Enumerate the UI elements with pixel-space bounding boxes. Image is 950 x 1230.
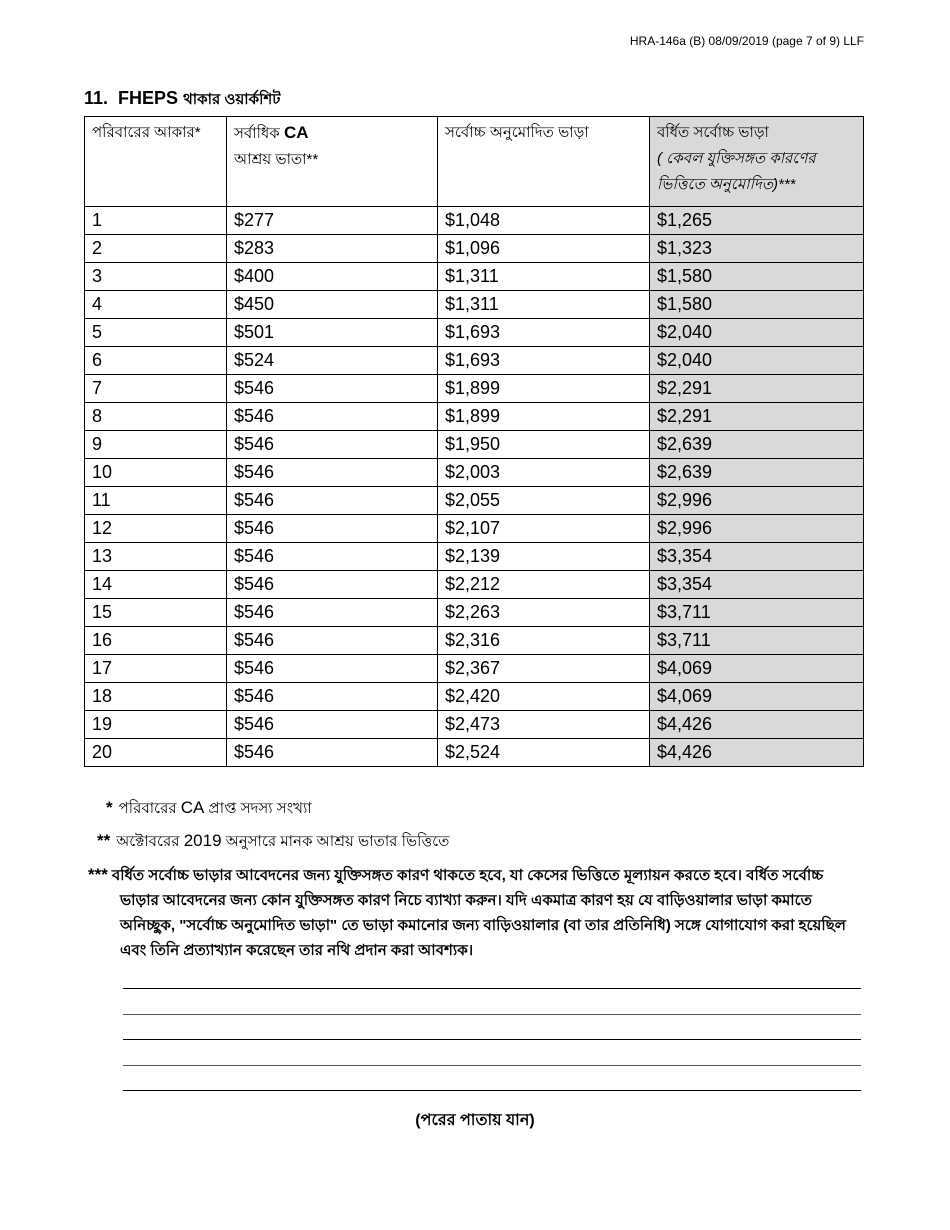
table-row	[85, 739, 864, 767]
cell-ca-allowance: $546	[227, 599, 438, 627]
cell-household-size: 9	[85, 431, 227, 459]
cell-extended-rent: $4,069	[650, 683, 864, 711]
cell-max-rent: $2,367	[438, 655, 650, 683]
cell-ca-allowance: $546	[227, 543, 438, 571]
table-row	[85, 291, 864, 319]
header-extended-line1: বর্ধিত সর্বোচ্চ ভাড়া	[657, 124, 769, 141]
note-extended-rent-explanation	[88, 862, 863, 963]
cell-ca-allowance: $400	[227, 263, 438, 291]
cell-max-rent: $1,096	[438, 235, 650, 263]
cell-ca-allowance: $546	[227, 739, 438, 767]
cell-ca-allowance: $546	[227, 431, 438, 459]
header-ca-label-bn: সর্বাধিক	[234, 125, 280, 142]
explanation-line-5[interactable]	[123, 1090, 861, 1091]
header-max-approved-rent	[438, 117, 650, 207]
note2-marker: **	[97, 831, 111, 850]
cell-max-rent: $1,311	[438, 263, 650, 291]
cell-max-rent: $1,311	[438, 291, 650, 319]
cell-household-size: 6	[85, 347, 227, 375]
note2-post: অনুসারে মানক আশ্রয় ভাতার ভিত্তিতে	[225, 833, 450, 850]
explanation-line-4[interactable]	[123, 1065, 861, 1066]
cell-max-rent: $1,693	[438, 347, 650, 375]
cell-max-rent: $1,899	[438, 375, 650, 403]
cell-ca-allowance: $283	[227, 235, 438, 263]
note3-marker: ***	[88, 865, 108, 884]
table-row	[85, 711, 864, 739]
table-row	[85, 375, 864, 403]
note1-marker: *	[106, 798, 113, 817]
cell-household-size: 15	[85, 599, 227, 627]
cell-max-rent: $1,899	[438, 403, 650, 431]
cell-household-size: 18	[85, 683, 227, 711]
cell-ca-allowance: $546	[227, 683, 438, 711]
cell-household-size: 5	[85, 319, 227, 347]
header-household-size-label: পরিবারের আকার*	[92, 124, 201, 141]
cell-extended-rent: $4,426	[650, 711, 864, 739]
table-row	[85, 683, 864, 711]
header-extended-line2: ( কেবল যুক্তিসঙ্গত কারণের	[657, 150, 816, 167]
cell-extended-rent: $3,711	[650, 627, 864, 655]
table-row	[85, 487, 864, 515]
cell-extended-rent: $3,354	[650, 571, 864, 599]
table-row	[85, 431, 864, 459]
cell-extended-rent: $2,639	[650, 459, 864, 487]
cell-ca-allowance: $501	[227, 319, 438, 347]
cell-ca-allowance: $450	[227, 291, 438, 319]
section-number: 11.	[84, 88, 109, 108]
section-title-bn: থাকার ওয়ার্কশিট	[183, 91, 281, 108]
cell-extended-rent: $2,291	[650, 403, 864, 431]
note3-text: বর্ধিত সর্বোচ্চ ভাড়ার আবেদনের জন্য যুক্তিসঙ্গত কারণ থাকতে হবে, যা কেসের ভিত্তিতে মূল্যায়ন করতে হবে। বর্ধিত সর্বোচ্চ ভাড়ার আবেদনের জন্য কোন যুক্তিসঙ্গত কারণ নিচে ব্যাখ্যা করুন। যদি একমাত্র কারণ হয় যে বাড়িওয়ালার ভাড়া কমাতে অনিচ্ছুক, "সর্বোচ্চ অনুমোদিত ভাড়া" তে ভাড়া কমানোর জন্য বাড়িওয়ালার (বা তার প্রতিনিধি) সঙ্গে যোগাযোগ করা হয়েছিল এবং তিনি প্রত্যাখ্যান করেছেন তার নথি প্রদান করা আবশ্যক।	[111, 867, 846, 959]
table-row	[85, 543, 864, 571]
table-header-row	[85, 117, 864, 207]
cell-household-size: 19	[85, 711, 227, 739]
cell-household-size: 12	[85, 515, 227, 543]
explanation-line-1[interactable]	[123, 988, 861, 989]
cell-extended-rent: $4,069	[650, 655, 864, 683]
cell-max-rent: $2,055	[438, 487, 650, 515]
cell-max-rent: $2,003	[438, 459, 650, 487]
cell-ca-allowance: $546	[227, 487, 438, 515]
cell-max-rent: $2,420	[438, 683, 650, 711]
cell-extended-rent: $1,580	[650, 263, 864, 291]
cell-extended-rent: $2,291	[650, 375, 864, 403]
explanation-line-2[interactable]	[123, 1014, 861, 1015]
table-row	[85, 263, 864, 291]
cell-extended-rent: $1,580	[650, 291, 864, 319]
table-row	[85, 515, 864, 543]
cell-max-rent: $2,473	[438, 711, 650, 739]
table-row	[85, 655, 864, 683]
cell-max-rent: $1,950	[438, 431, 650, 459]
cell-ca-allowance: $546	[227, 711, 438, 739]
cell-household-size: 8	[85, 403, 227, 431]
header-ca-label-latin: CA	[283, 123, 309, 142]
table-row	[85, 571, 864, 599]
cell-household-size: 16	[85, 627, 227, 655]
header-max-approved-rent-label: সর্বোচ্চ অনুমোদিত ভাড়া	[445, 124, 589, 141]
cell-ca-allowance: $524	[227, 347, 438, 375]
cell-max-rent: $2,139	[438, 543, 650, 571]
cell-extended-rent: $4,426	[650, 739, 864, 767]
cell-extended-rent: $1,323	[650, 235, 864, 263]
cell-household-size: 13	[85, 543, 227, 571]
cell-ca-allowance: $546	[227, 459, 438, 487]
note2-pre: অক্টোবরের	[116, 833, 180, 850]
note-standard-shelter	[97, 830, 449, 855]
cell-max-rent: $2,212	[438, 571, 650, 599]
section-title-latin: FHEPS	[118, 88, 179, 108]
table-row	[85, 403, 864, 431]
cell-ca-allowance: $546	[227, 515, 438, 543]
cell-extended-rent: $2,996	[650, 487, 864, 515]
cell-extended-rent: $3,711	[650, 599, 864, 627]
explanation-line-3[interactable]	[123, 1039, 861, 1040]
note1-pre: পরিবারের	[118, 800, 177, 817]
cell-extended-rent: $2,040	[650, 347, 864, 375]
cell-household-size: 2	[85, 235, 227, 263]
header-extended-max-rent	[650, 117, 864, 207]
cell-extended-rent: $2,996	[650, 515, 864, 543]
cell-max-rent: $2,524	[438, 739, 650, 767]
note2-year: 2019	[183, 831, 222, 850]
table-row	[85, 235, 864, 263]
note1-post: প্রাপ্ত সদস্য সংখ্যা	[208, 800, 312, 817]
cell-ca-allowance: $546	[227, 375, 438, 403]
section-title	[84, 88, 280, 113]
table-row	[85, 627, 864, 655]
cell-household-size: 4	[85, 291, 227, 319]
note1-ca: CA	[180, 798, 205, 817]
cell-ca-allowance: $546	[227, 655, 438, 683]
cell-ca-allowance: $277	[227, 207, 438, 235]
cell-ca-allowance: $546	[227, 627, 438, 655]
cell-ca-allowance: $546	[227, 571, 438, 599]
cell-household-size: 14	[85, 571, 227, 599]
cell-household-size: 11	[85, 487, 227, 515]
continue-next-page: (পরের পাতায় যান)	[415, 1112, 535, 1129]
fheps-housing-table	[84, 116, 864, 767]
cell-household-size: 7	[85, 375, 227, 403]
cell-ca-allowance: $546	[227, 403, 438, 431]
table-row	[85, 599, 864, 627]
cell-household-size: 1	[85, 207, 227, 235]
cell-household-size: 3	[85, 263, 227, 291]
header-extended-line3: ভিত্তিতে অনুমোদিত)***	[657, 176, 796, 193]
form-code: HRA-146a (B) 08/09/2019 (page 7 of 9) LLF	[629, 34, 864, 48]
table-row	[85, 347, 864, 375]
cell-extended-rent: $2,040	[650, 319, 864, 347]
cell-max-rent: $1,048	[438, 207, 650, 235]
table-row	[85, 319, 864, 347]
cell-max-rent: $2,107	[438, 515, 650, 543]
cell-household-size: 17	[85, 655, 227, 683]
table-row	[85, 207, 864, 235]
header-household-size	[85, 117, 227, 207]
cell-extended-rent: $1,265	[650, 207, 864, 235]
cell-extended-rent: $2,639	[650, 431, 864, 459]
cell-extended-rent: $3,354	[650, 543, 864, 571]
cell-max-rent: $2,263	[438, 599, 650, 627]
note-household-members	[106, 797, 312, 822]
table-row	[85, 459, 864, 487]
cell-max-rent: $1,693	[438, 319, 650, 347]
header-ca-shelter-allowance	[227, 117, 438, 207]
header-ca-label-line2: আশ্রয় ভাতা**	[234, 151, 319, 168]
cell-max-rent: $2,316	[438, 627, 650, 655]
cell-household-size: 10	[85, 459, 227, 487]
cell-household-size: 20	[85, 739, 227, 767]
